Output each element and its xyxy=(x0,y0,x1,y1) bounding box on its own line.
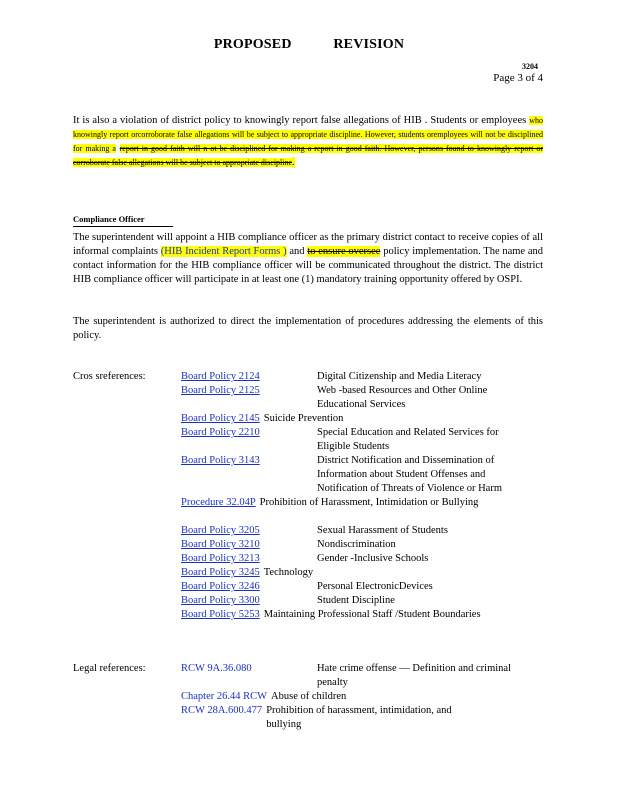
xref-link[interactable]: Board Policy 3143 xyxy=(181,455,260,466)
legal-title: Hate crime offense — Definition and criminal penalty xyxy=(317,663,511,688)
authority-paragraph: The superintendent is authorized to direct the implementation of procedures addressing the elements of this policy. xyxy=(73,316,543,341)
xref-link[interactable]: Board Policy 2145 xyxy=(181,413,260,424)
xref-row xyxy=(181,552,541,566)
legal-link[interactable]: Chapter 26.44 RCW xyxy=(181,691,268,702)
xref-title: Gender -Inclusive Schools xyxy=(317,553,429,564)
xref-row xyxy=(181,580,541,594)
violation-lead: It is also a violation of district policy to knowingly report false allegations of HIB . xyxy=(73,115,428,126)
compliance-text-c: policy implementation. The name and contact information for the HIB compliance officer will be communicated throughout the district. The district HIB compliance officer will participate in at least one (1) mandatory training opportunity offered by OSPI. xyxy=(73,246,544,285)
xref-title: Technology xyxy=(263,567,314,578)
xref-row xyxy=(181,370,541,384)
page-number: Page 3 of 4 xyxy=(493,72,543,84)
xref-title: Digital Citizenship and Media Literacy xyxy=(317,371,482,382)
deleted-struck-text: report in good faith will n ot be disciplined for making a report in good faith. However, persons found to knowingly report or corroborate false allegations will be subject to appropriate discipline xyxy=(73,144,544,167)
xref-link[interactable]: Board Policy 2210 xyxy=(181,427,260,438)
xref-row xyxy=(181,496,541,510)
hib-incident-report-forms-link[interactable]: (HIB Incident Report Forms ) xyxy=(160,246,287,257)
legal-title: Abuse of children xyxy=(271,691,347,702)
legal-link[interactable]: RCW 9A.36.080 xyxy=(181,663,252,674)
xref-row xyxy=(181,524,541,538)
xref-row xyxy=(181,384,541,412)
legal-row xyxy=(181,690,541,704)
xref-title: Suicide Prevention xyxy=(263,413,344,424)
xref-row xyxy=(181,412,541,426)
xref-row xyxy=(181,566,541,580)
page-title: PROPOSED REVISION xyxy=(213,37,405,52)
xref-title: Nondiscrimination xyxy=(317,539,396,550)
xref-title: Web -based Resources and Other Online Educational Services xyxy=(317,385,488,410)
xref-row xyxy=(181,454,541,496)
xref-title: Sexual Harassment of Students xyxy=(317,525,448,536)
xref-title: Maintaining Professional Staff /Student Boundaries xyxy=(263,609,481,620)
legal-link[interactable]: RCW 28A.600.477 xyxy=(181,705,263,716)
xref-link[interactable]: Board Policy 2124 xyxy=(181,371,260,382)
xref-link[interactable]: Board Policy 2125 xyxy=(181,385,260,396)
inserted-highlighted-text: who knowingly report orcorroborate false allegations will be subject to appropriate discipline. However, students oremployees will not be disciplined for making a xyxy=(73,116,543,153)
xref-link[interactable]: Board Policy 3205 xyxy=(181,525,260,536)
compliance-struck-text: to ensure oversee xyxy=(307,246,381,257)
paragraph-end-period: . xyxy=(292,157,295,168)
xref-link[interactable]: Board Policy 3300 xyxy=(181,595,260,606)
violation-students-sentence: Students or employees xyxy=(430,115,527,126)
xref-title: Student Discipline xyxy=(317,595,395,606)
xref-link[interactable]: Board Policy 3245 xyxy=(181,567,260,578)
cross-references-label: Cros sreferences: xyxy=(73,371,146,382)
legal-references-label: Legal references: xyxy=(73,663,146,674)
xref-title: Prohibition of Harassment, Intimidation or Bullying xyxy=(259,497,479,508)
legal-row xyxy=(181,662,541,690)
xref-row xyxy=(181,538,541,552)
compliance-text-b: and xyxy=(289,246,305,257)
xref-link[interactable]: Board Policy 5253 xyxy=(181,609,260,620)
legal-title: Prohibition of harassment, intimidation, and bullying xyxy=(266,705,452,730)
compliance-paragraph xyxy=(73,231,543,287)
xref-title: Special Education and Related Services for Eligible Students xyxy=(317,427,499,452)
violation-paragraph xyxy=(73,114,543,170)
xref-link[interactable]: Procedure 32.04P xyxy=(181,497,256,508)
xref-row xyxy=(181,594,541,608)
xref-title: District Notification and Dissemination of Information about Student Offenses and Notification of Threats of Violence or Harm xyxy=(317,455,503,494)
xref-link[interactable]: Board Policy 3246 xyxy=(181,581,260,592)
compliance-officer-heading: Compliance Officer xyxy=(73,212,173,227)
compliance-text-a: The superintendent will appoint a HIB compliance officer as the primary district contact to receive copies of all informal complaints xyxy=(73,232,543,257)
xref-link[interactable]: Board Policy 3213 xyxy=(181,553,260,564)
xref-link[interactable]: Board Policy 3210 xyxy=(181,539,260,550)
legal-row xyxy=(181,704,541,732)
xref-title: Personal ElectronicDevices xyxy=(317,581,433,592)
xref-row xyxy=(181,426,541,454)
policy-number: 3204 xyxy=(522,62,538,71)
xref-row xyxy=(181,608,541,622)
